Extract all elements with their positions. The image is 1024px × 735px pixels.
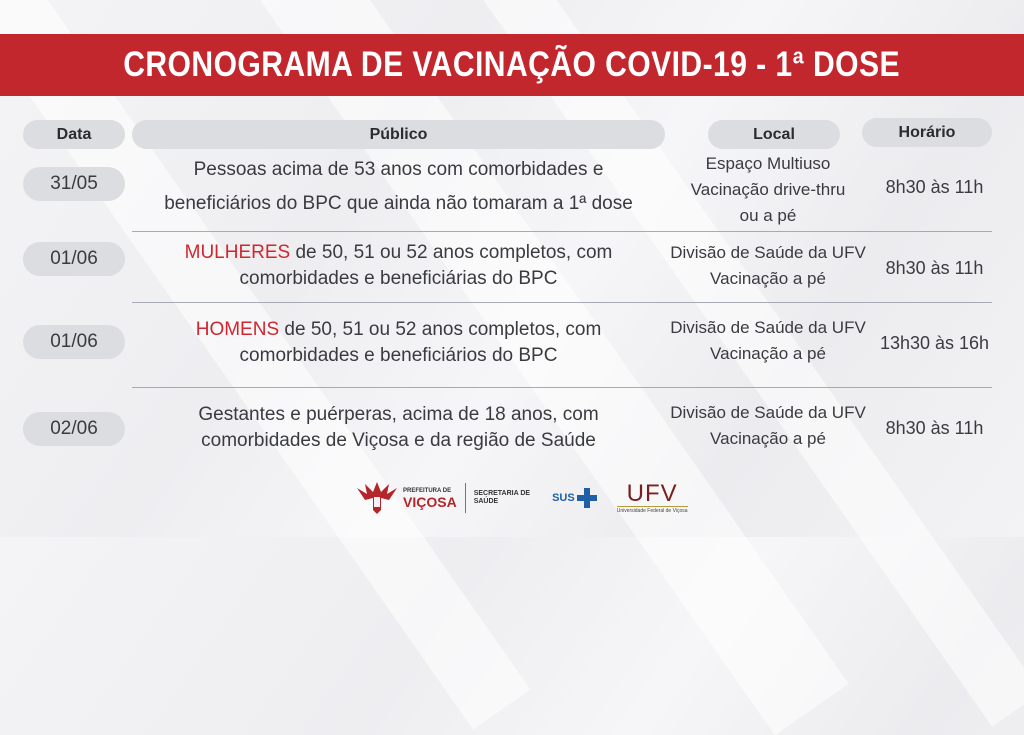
prefeitura-crest-icon — [355, 480, 399, 516]
header-horario: Horário — [862, 118, 992, 147]
row-date: 01/06 — [50, 248, 98, 269]
row-local: Espaço Multiuso Vacinação drive-thru ou a pé — [690, 154, 846, 225]
logo-separator — [465, 483, 466, 513]
page-title: CRONOGRAMA DE VACINAÇÃO COVID-19 - 1ª DOSE — [123, 45, 901, 84]
row-horario: 8h30 às 11h — [885, 257, 984, 278]
row-date: 02/06 — [50, 418, 98, 439]
prefeitura-city: VIÇOSA — [403, 494, 457, 510]
title-banner — [0, 34, 1024, 96]
row-publico: Gestantes e puérperas, acima de 18 anos, com comorbidades de Viçosa e da região de Saúde — [198, 404, 599, 451]
row-date: 01/06 — [50, 331, 98, 352]
row-local: Divisão de Saúde da UFV Vacinação a pé — [670, 318, 866, 363]
header-data: Data — [23, 120, 125, 149]
row-publico: MULHERES de 50, 51 ou 52 anos completos, com comorbidades e beneficiárias do BPC — [184, 242, 613, 289]
table-row — [0, 303, 1024, 387]
row-horario: 8h30 às 11h — [885, 176, 984, 197]
row-publico: HOMENS de 50, 51 ou 52 anos completos, com comorbidades e beneficiários do BPC — [195, 319, 602, 366]
table-row — [0, 150, 1024, 230]
sus-logo: SUS — [552, 488, 597, 508]
row-local: Divisão de Saúde da UFV Vacinação a pé — [670, 403, 866, 448]
ufv-logo: UFV Universidade Federal de Viçosa — [616, 480, 688, 514]
table-row — [0, 232, 1024, 302]
prefeitura-small: PREFEITURA DE — [403, 488, 452, 494]
secretaria-line2: SAÚDE — [473, 498, 499, 505]
row-horario: 8h30 às 11h — [885, 417, 984, 438]
header-publico: Público — [132, 120, 665, 149]
row-publico: Pessoas acima de 53 anos com comorbidades e beneficiários do BPC que ainda não tomaram a 1ª dose — [164, 159, 633, 214]
header-local: Local — [708, 120, 840, 149]
table-row — [0, 388, 1024, 468]
sus-cross-icon — [577, 488, 597, 508]
footer-logos — [355, 478, 688, 518]
secretaria-line1: SECRETARIA DE — [473, 490, 531, 497]
row-horario: 13h30 às 16h — [879, 332, 990, 353]
row-local: Divisão de Saúde da UFV Vacinação a pé — [670, 243, 866, 288]
row-date: 31/05 — [50, 173, 98, 194]
